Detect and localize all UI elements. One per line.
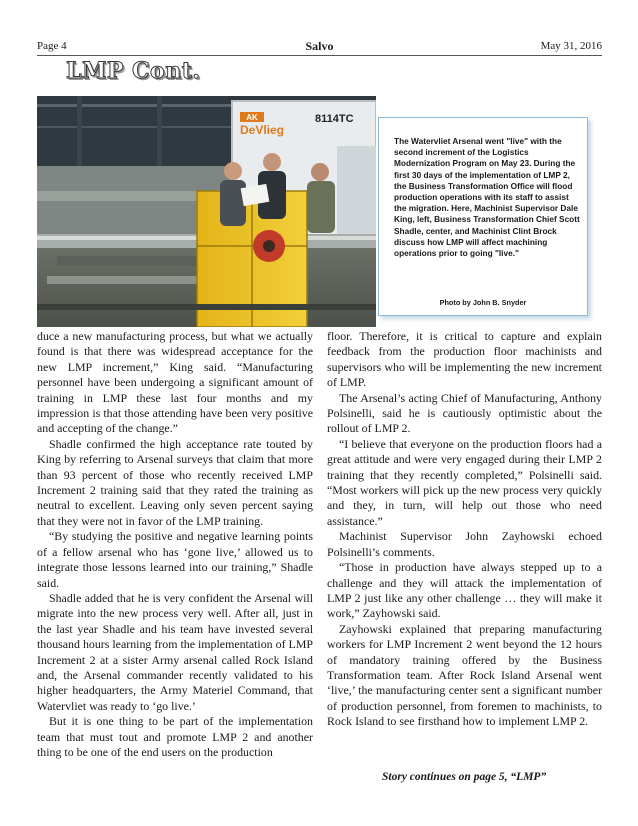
paragraph: Machinist Supervisor John Zayhowski echoed Polsinelli’s comments. — [327, 529, 602, 559]
factory-photo-illustration — [37, 96, 376, 327]
article-column-1 — [37, 329, 313, 760]
story-continuation-note: Story continues on page 5, “LMP” — [382, 771, 547, 783]
paragraph: “By studying the positive and negative learning points of a fellow arsenal who has ‘gone live,’ allowed us to integrate those lessons learned into our training,” Shadle said. — [37, 529, 313, 590]
paragraph: Shadle added that he is very confident the Arsenal will migrate into the new process very well. After all, just in the last year Shadle and his team have invested several thousand hours learning from the implementation of LMP Increment 2 at a sister Army arsenal called Rock Island and, the Arsenal commander recently validated to his higher headquarters, the Army Materiel Command, that Watervliet was ready to ‘go live.’ — [37, 590, 313, 713]
paragraph: “I believe that everyone on the production floors had a great attitude and were very engaged during their LMP 2 training that they recently completed,” Polsinelli said. “Most workers will pick up the new process very quickly and they, in turn, will help out those who need assistance.” — [327, 436, 602, 528]
sign-brand: DeVlieg — [240, 123, 285, 137]
sign-model: 8114TC — [315, 113, 354, 125]
sign-brand-top: AK — [246, 113, 258, 122]
article-photo — [37, 96, 376, 327]
header-rule — [37, 55, 602, 56]
photo-credit: Photo by John B. Snyder — [439, 298, 527, 307]
paragraph: “Those in production have always stepped up to a challenge and they will attack the implementation of LMP 2 just like any other challenge … they will make it work,” Zayhowski said. — [327, 560, 602, 621]
paragraph: Zayhowski explained that preparing manufacturing workers for LMP Increment 2 went beyond the 12 hours of mandatory training offered by the Business Transformation team. After Rock Island Arsenal went ‘live,’ the manufacturing center sent a significant number of production personnel, from foremen to machinists, to Rock Island to see firsthand how to implement LMP 2. — [327, 621, 602, 729]
page-number: Page 4 — [37, 40, 67, 52]
paragraph: The Arsenal’s acting Chief of Manufacturing, Anthony Polsinelli, said he is cautiously optimistic about the rollout of LMP 2. — [327, 390, 602, 436]
paragraph: duce a new manufacturing process, but what we actually found is that there was widespread acceptance for the new LMP increment,” King said. “Manufacturing personnel have been undergoing a significant amount of training in LMP these last four months and my impression is that those attending have been very positive and accepting of the change.” — [37, 329, 313, 436]
paragraph: Shadle confirmed the high acceptance rate touted by King by referring to Arsenal surveys that claim that more than 93 percent of those who recently received LMP Increment 2 training said that they rated the training as neutral to excellent. Leaving only seven percent saying that they were not in favor of the LMP training. — [37, 436, 313, 528]
article-column-2 — [327, 329, 602, 730]
page-header — [37, 40, 602, 56]
article-title: LMP Cont. — [66, 58, 201, 84]
paragraph: floor. Therefore, it is critical to capture and explain feedback from the production floor machinists and supervisors who will be implementing the new increment of LMP. — [327, 329, 602, 390]
photo-caption: The Watervliet Arsenal went "live" with the second increment of the Logistics Modernization Program on May 23. During the first 30 days of the implementation of LMP 2, the Business Transformation Office will flood production operations with its staff to assist the migration. Here, Machinist Supervisor Dale King, left, Business Transformation Chief Scott Shadle, center, and Machinist Clint Brock discuss how LMP will affect machining operations prior to going "live." — [394, 136, 580, 259]
publication-name: Salvo — [305, 39, 334, 53]
issue-date: May 31, 2016 — [540, 40, 602, 52]
paragraph: But it is one thing to be part of the implementation team that must tout and promote LMP 2 and another thing to be one of the end users on the production — [37, 714, 313, 759]
